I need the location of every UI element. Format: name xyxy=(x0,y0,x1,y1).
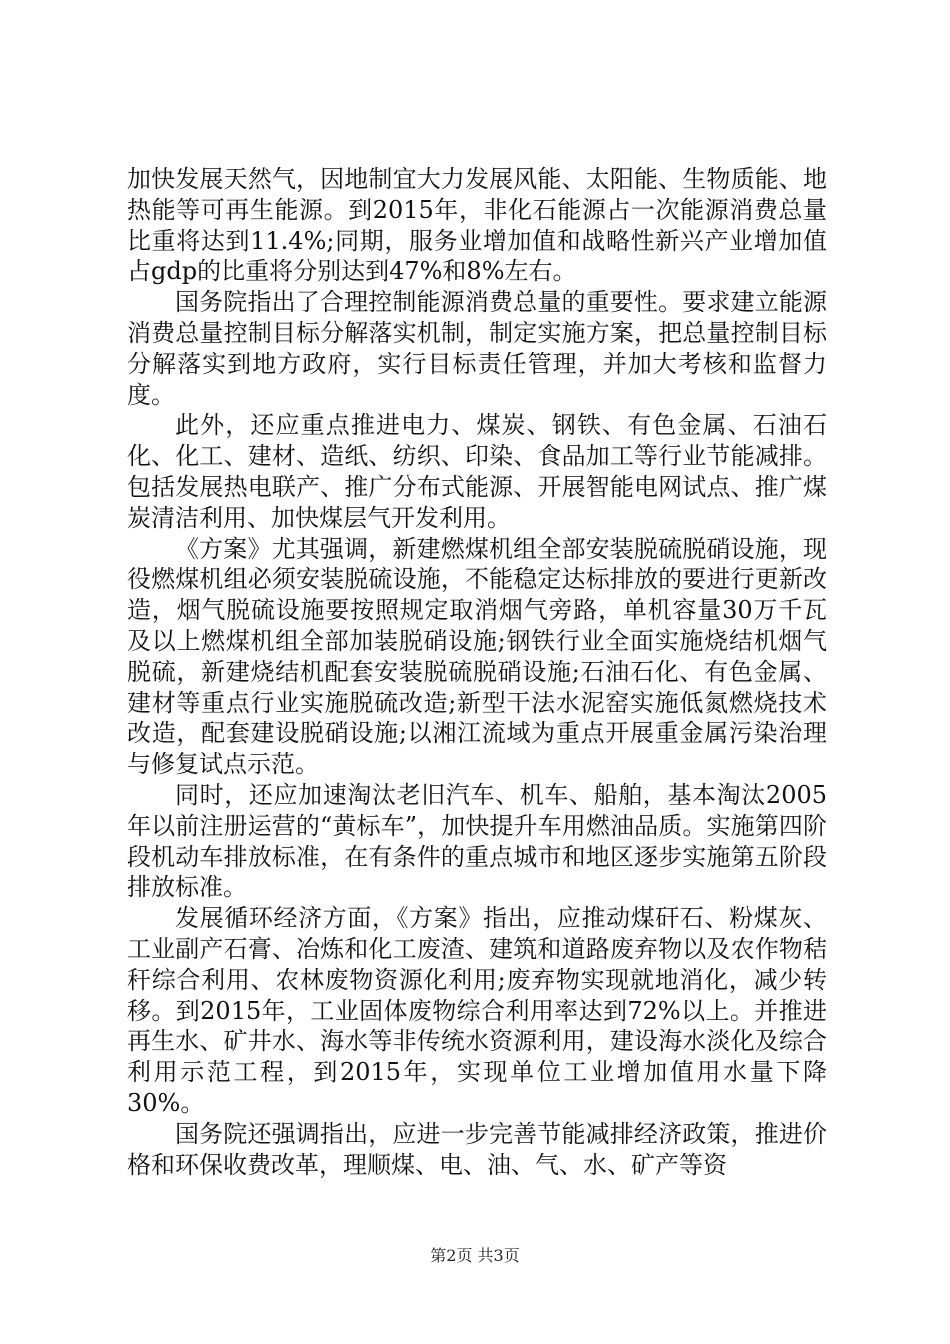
paragraph-1: 加快发展天然气，因地制宜大力发展风能、太阳能、生物质能、地热能等可再生能源。到2015年，非化石能源占一次能源消费总量比重将达到11.4%;同期，服务业增加值和战略性新兴产业增加值占gdp的比重将分别达到47%和8%左右。 xyxy=(127,165,827,286)
paragraph-6: 发展循环经济方面，《方案》指出，应推动煤矸石、粉煤灰、工业副产石膏、冶炼和化工废渣、建筑和道路废弃物以及农作物秸秆综合利用、农林废物资源化利用;废弃物实现就地消化，减少转移。到2015年，工业固体废物综合利用率达到72%以上。并推进再生水、矿井水、海水等非传统水资源利用，建设海水淡化及综合利用示范工程，到2015年，实现单位工业增加值用水量下降30%。 xyxy=(127,904,827,1117)
paragraph-3: 此外，还应重点推进电力、煤炭、钢铁、有色金属、石油石化、化工、建材、造纸、纺织、印染、食品加工等行业节能减排。包括发展热电联产、推广分布式能源、开展智能电网试点、推广煤炭清洁利用、加快煤层气开发利用。 xyxy=(127,411,827,532)
paragraph-2: 国务院指出了合理控制能源消费总量的重要性。要求建立能源消费总量控制目标分解落实机制，制定实施方案，把总量控制目标分解落实到地方政府，实行目标责任管理，并加大考核和监督力度。 xyxy=(127,288,827,409)
paragraph-7: 国务院还强调指出，应进一步完善节能减排经济政策，推进价格和环保收费改革，理顺煤、电、油、气、水、矿产等资 xyxy=(127,1119,827,1179)
paragraph-5: 同时，还应加速淘汰老旧汽车、机车、船舶，基本淘汰2005年以前注册运营的“黄标车”，加快提升车用燃油品质。实施第四阶段机动车排放标准，在有条件的重点城市和地区逐步实施第五阶段排放标准。 xyxy=(127,780,827,902)
document-body xyxy=(127,164,827,1180)
page-number-footer: 第2页 共3页 xyxy=(430,1246,520,1265)
paragraph-4: 《方案》尤其强调，新建燃煤机组全部安装脱硫脱硝设施，现役燃煤机组必须安装脱硫设施，不能稳定达标排放的要进行更新改造，烟气脱硫设施要按照规定取消烟气旁路，单机容量30万千瓦及以上燃煤机组全部加装脱硝设施;钢铁行业全面实施烧结机烟气脱硫，新建烧结机配套安装脱硫脱硝设施;石油石化、有色金属、建材等重点行业实施脱硫改造;新型干法水泥窑实施低氮燃烧技术改造，配套建设脱硝设施;以湘江流域为重点开展重金属污染治理与修复试点示范。 xyxy=(127,534,827,779)
